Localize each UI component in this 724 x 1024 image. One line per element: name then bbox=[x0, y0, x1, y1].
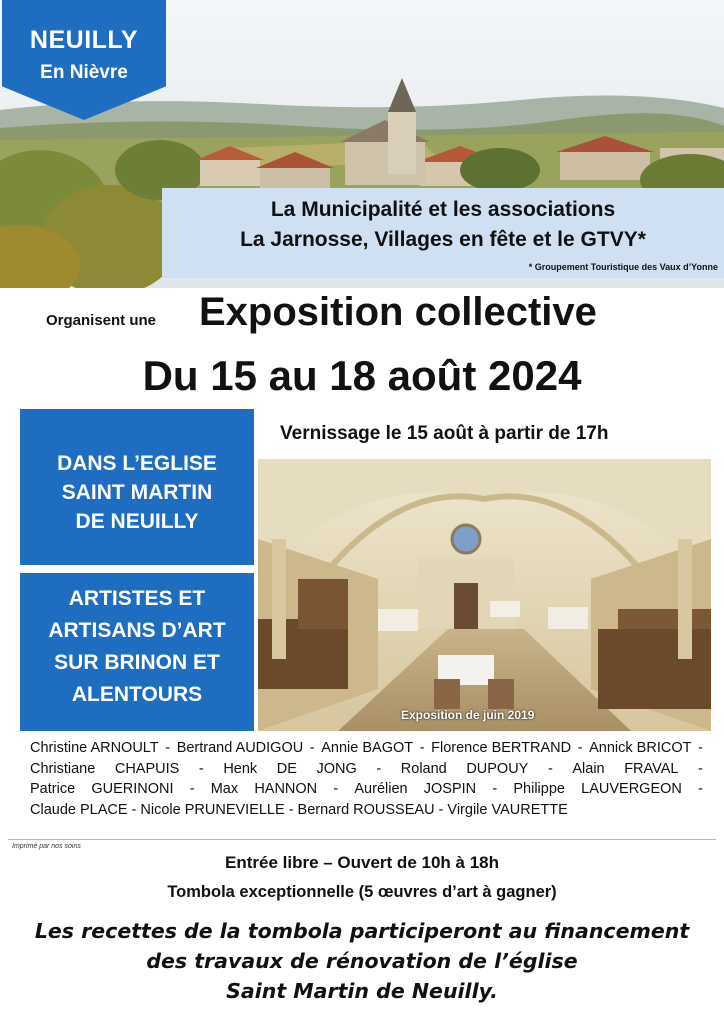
artist-token: CHAPUIS bbox=[114, 760, 180, 777]
artist-token: Philippe bbox=[513, 781, 565, 797]
artist-token: - bbox=[492, 781, 498, 797]
location-line: DE NEUILLY bbox=[75, 510, 199, 533]
artist-token: FRAVAL bbox=[624, 760, 679, 777]
artist-token: - bbox=[698, 760, 703, 777]
artist-token: Annick BRICOT bbox=[589, 740, 692, 756]
artists-box-line: ARTISANS D’ART bbox=[48, 619, 226, 642]
church-interior-photo bbox=[258, 459, 711, 731]
artists-line bbox=[30, 800, 703, 821]
photo-caption: Exposition de juin 2019 bbox=[401, 708, 535, 722]
artist-token: Claude PLACE - Nicole PRUNEVIELLE - Bernard ROUSSEAU - Virgile VAURETTE bbox=[30, 801, 568, 818]
artist-token: Christine ARNOULT bbox=[30, 740, 159, 756]
artist-token: - bbox=[198, 760, 204, 777]
vernissage-text: Vernissage le 15 août à partir de 17h bbox=[280, 423, 609, 444]
artist-token: - bbox=[698, 781, 703, 797]
separator-line bbox=[8, 839, 716, 840]
organizers-line-2: La Jarnosse, Villages en fête et le GTVY* bbox=[240, 228, 646, 251]
artist-token: Florence BERTRAND bbox=[431, 740, 572, 756]
artist-token: - bbox=[547, 760, 553, 777]
badge-title: NEUILLY bbox=[29, 26, 139, 54]
artists-line bbox=[30, 779, 703, 800]
location-line: SAINT MARTIN bbox=[61, 481, 213, 504]
headline-row bbox=[0, 290, 724, 342]
proceeds-statement bbox=[0, 916, 724, 1006]
artist-token: - bbox=[333, 781, 339, 797]
artists-line bbox=[30, 759, 703, 780]
artist-token: - bbox=[309, 740, 315, 756]
proceeds-line: Saint Martin de Neuilly. bbox=[226, 979, 498, 1003]
artist-token: HANNON bbox=[254, 781, 318, 797]
artists-box-line: ALENTOURS bbox=[71, 683, 203, 706]
exhibition-dates: Du 15 au 18 août 2024 bbox=[142, 352, 582, 399]
exhibition-title: Exposition collective bbox=[199, 290, 597, 334]
artist-token: - bbox=[698, 740, 703, 756]
artist-token: DE bbox=[276, 760, 297, 777]
artist-token: Alain bbox=[572, 760, 605, 777]
artists-box-line: ARTISTES ET bbox=[68, 587, 206, 610]
artist-token: Henk bbox=[223, 760, 258, 777]
tombola-info: Tombola exceptionnelle (5 œuvres d’art à gagner) bbox=[167, 883, 557, 901]
artist-token: Roland bbox=[400, 760, 447, 777]
artist-token: Christiane bbox=[30, 760, 96, 777]
badge-subtitle: En Nièvre bbox=[40, 62, 128, 83]
church-interior-image bbox=[258, 459, 711, 731]
organizers-box bbox=[162, 188, 724, 278]
badge-shape bbox=[2, 0, 166, 120]
artist-token: - bbox=[189, 781, 195, 797]
artist-token: - bbox=[419, 740, 425, 756]
entry-info: Entrée libre – Ouvert de 10h à 18h bbox=[224, 853, 499, 872]
artists-box-line: SUR BRINON ET bbox=[54, 651, 220, 674]
artist-token: LAUVERGEON bbox=[581, 781, 682, 797]
location-line: DANS L’EGLISE bbox=[57, 452, 217, 475]
artist-token: JOSPIN bbox=[423, 781, 477, 797]
artists-box bbox=[20, 573, 254, 731]
artists-line bbox=[30, 738, 703, 759]
artist-token: - bbox=[577, 740, 583, 756]
artist-token: GUERINONI bbox=[91, 781, 174, 797]
artist-token: Bertrand AUDIGOU bbox=[176, 740, 304, 756]
artist-token: DUPOUY bbox=[466, 760, 529, 777]
proceeds-line: Les recettes de la tombola participeront au financement bbox=[34, 919, 690, 943]
organizers-footnote: * Groupement Touristique des Vaux d’Yonne bbox=[528, 262, 718, 272]
artist-token: - bbox=[376, 760, 382, 777]
header-photo bbox=[0, 0, 724, 288]
artist-token: JONG bbox=[316, 760, 357, 777]
artists-list bbox=[30, 738, 703, 820]
proceeds-line: des travaux de rénovation de l’église bbox=[146, 949, 578, 973]
organizers-line-1: La Municipalité et les associations bbox=[270, 198, 616, 221]
artist-token: Patrice bbox=[30, 781, 76, 797]
artist-token: Aurélien bbox=[354, 781, 408, 797]
artist-token: - bbox=[165, 740, 171, 756]
location-box bbox=[20, 409, 254, 565]
artist-token: Max bbox=[210, 781, 239, 797]
headline-prefix: Organisent une bbox=[46, 312, 157, 329]
printed-note: Imprimé par nos soins bbox=[12, 843, 81, 850]
artist-token: Annie BAGOT bbox=[321, 740, 414, 756]
town-badge bbox=[2, 0, 166, 120]
